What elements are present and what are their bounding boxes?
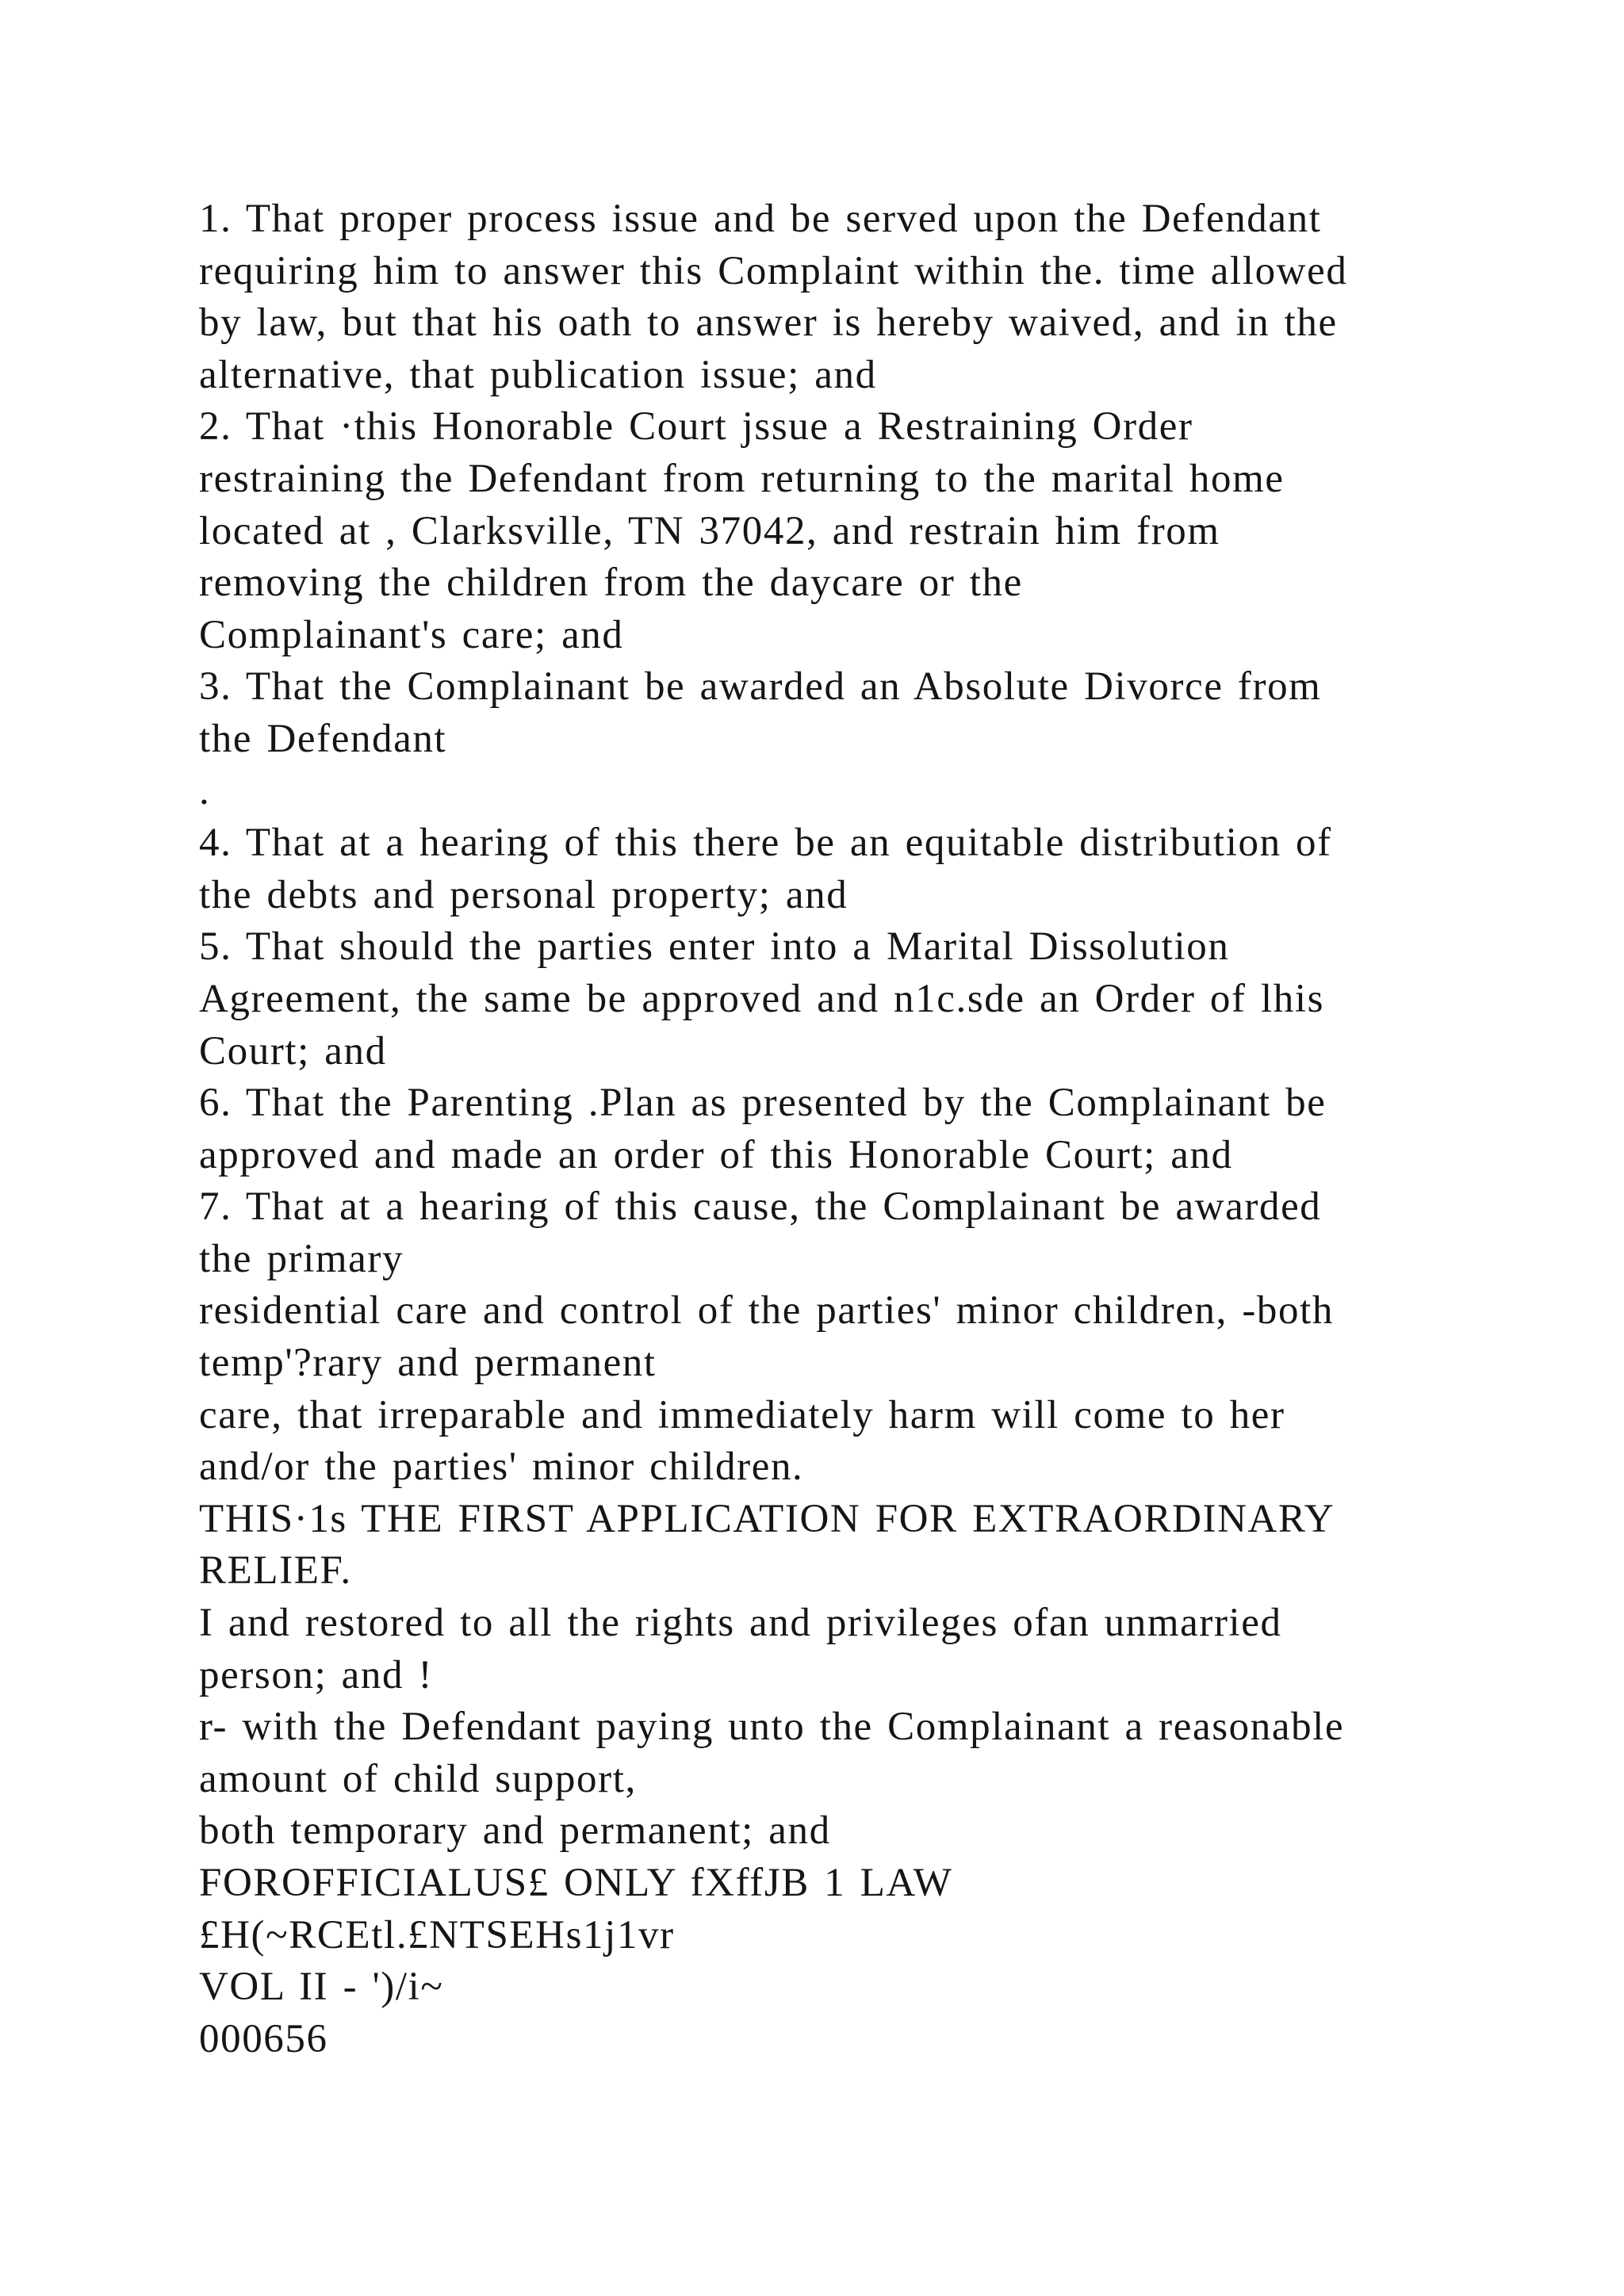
text-line: removing the children from the daycare or the [199,561,1023,606]
text-line: 4. That at a hearing of this there be an equitable distribution of [199,821,1332,866]
text-line: temp'?rary and permanent [199,1341,657,1386]
text-line: Court; and [199,1028,387,1073]
text-line: care, that irreparable and immediately harm will come to her [199,1392,1285,1437]
text-line: 2. That ·this Honorable Court jssue a Restraining Order [199,404,1193,450]
text-line: located at , Clarksville, TN 37042, and restrain him from [199,508,1220,553]
text-line: Agreement, the same be approved and n1c.sde an Order of lhis [199,976,1325,1021]
text-line: both temporary and permanent; and [199,1808,831,1854]
text-line: alternative, that publication issue; and [199,352,877,397]
text-line: I and restored to all the rights and privileges ofan unmarried [199,1601,1282,1646]
text-line: VOL II - ')/i~ [199,1965,444,2010]
text-line: 6. That the Parenting .Plan as presented by the Complainant be [199,1081,1327,1126]
text-line: person; and ! [199,1652,434,1697]
text-line: the debts and personal property; and [199,872,848,917]
text-line: . [199,768,211,813]
text-line: r- with the Defendant paying unto the Complainant a reasonable [199,1705,1345,1750]
text-line: the primary [199,1236,404,1281]
text-line: by law, but that his oath to answer is hereby waived, and in the [199,300,1338,346]
text-line: 000656 [199,2016,328,2061]
text-line: and/or the parties' minor children. [199,1445,804,1490]
text-line: £H(~RCEtl.£NTSEHs1j1vr [199,1912,675,1957]
text-line: restraining the Defendant from returning to the marital home [199,456,1285,501]
text-line: Complainant's care; and [199,612,624,657]
text-line: requiring him to answer this Complaint within the. time allowed [199,248,1348,293]
text-line: residential care and control of the parties' minor children, -both [199,1288,1334,1334]
text-line: THIS·1s THE FIRST APPLICATION FOR EXTRAORDINARY [199,1496,1335,1541]
text-line: 1. That proper process issue and be served upon the Defendant [199,197,1322,241]
text-line: amount of child support, [199,1756,637,1801]
text-line: 5. That should the parties enter into a Marital Dissolution [199,924,1230,970]
text-line: 3. That the Complainant be awarded an Absolute Divorce from [199,664,1322,710]
document-body [199,193,1500,2065]
text-line: the Defendant [199,716,447,761]
text-line: RELIEF. [199,1548,352,1594]
text-line: approved and made an order of this Honorable Court; and [199,1132,1233,1177]
text-line: 7. That at a hearing of this cause, the Complainant be awarded [199,1184,1322,1230]
text-line: FOROFFICIALUS£ ONLY fXffJB 1 LAW [199,1861,953,1905]
